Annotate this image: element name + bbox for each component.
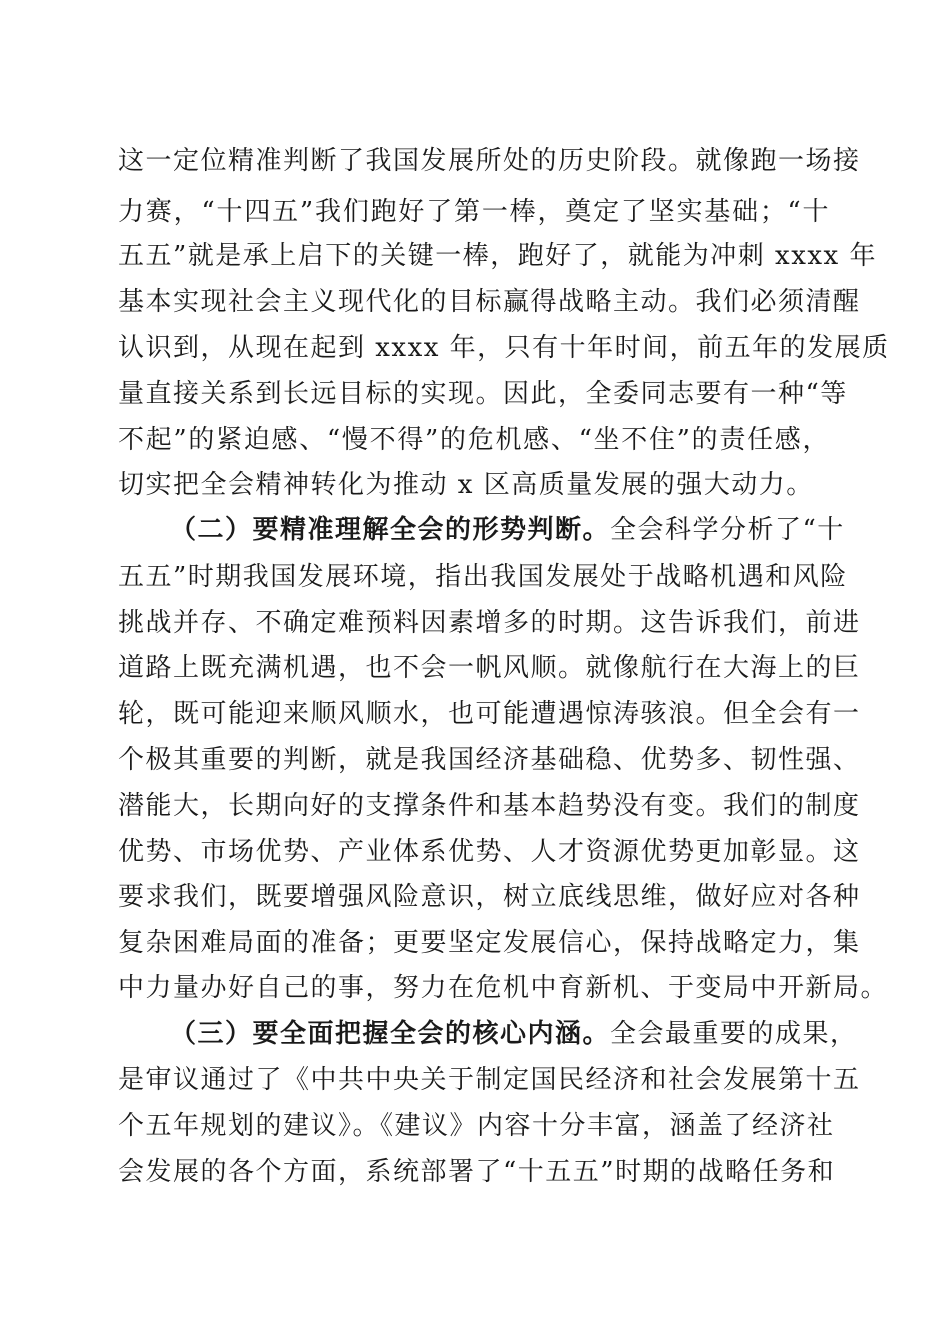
paragraph-line: 个五年规划的建议》。《建议》内容十分丰富，涵盖了经济社 bbox=[118, 1111, 835, 1141]
paragraph-line: 是审议通过了《中共中央关于制定国民经济和社会发展第十五 bbox=[118, 1065, 861, 1095]
paragraph-line: 五五”就是承上启下的关键一棒，跑好了，就能为冲刺 xxxx 年 bbox=[118, 241, 877, 271]
section-first-line-text: 全会科学分析了“十 bbox=[610, 515, 845, 545]
paragraph-line: 这一定位精准判断了我国发展所处的历史阶段。就像跑一场接 bbox=[118, 146, 861, 176]
paragraph-line: 挑战并存、不确定难预料因素增多的时期。这告诉我们，前进 bbox=[118, 608, 861, 638]
paragraph-line: 认识到，从现在起到 xxxx 年，只有十年时间，前五年的发展质 bbox=[118, 333, 890, 363]
paragraph-line: 五五”时期我国发展环境，指出我国发展处于战略机遇和风险 bbox=[118, 562, 848, 592]
paragraph-line: 基本实现社会主义现代化的目标赢得战略主动。我们必须清醒 bbox=[118, 287, 861, 317]
paragraph-line: 中力量办好自己的事，努力在危机中育新机、于变局中开新局。 bbox=[118, 973, 889, 1003]
paragraph-line: 个极其重要的判断，就是我国经济基础稳、优势多、韧性强、 bbox=[118, 745, 861, 775]
paragraph-line: 轮，既可能迎来顺风顺水，也可能遭遇惊涛骇浪。但全会有一 bbox=[118, 699, 861, 729]
section-first-line bbox=[170, 510, 845, 550]
paragraph-line: 切实把全会精神转化为推动 x 区高质量发展的强大动力。 bbox=[118, 470, 814, 500]
paragraph-line: 优势、市场优势、产业体系优势、人才资源优势更加彰显。这 bbox=[118, 837, 861, 867]
section-first-line-text: 全会最重要的成果， bbox=[610, 1019, 858, 1049]
paragraph-line: 复杂困难局面的准备；更要坚定发展信心，保持战略定力，集 bbox=[118, 928, 861, 958]
section-heading: （二）要精准理解全会的形势判断。 bbox=[170, 515, 611, 545]
paragraph-line: 道路上既充满机遇，也不会一帆风顺。就像航行在大海上的巨 bbox=[118, 653, 861, 683]
paragraph-line: 要求我们，既要增强风险意识，树立底线思维，做好应对各种 bbox=[118, 882, 861, 912]
paragraph-line: 力赛，“十四五”我们跑好了第一棒，奠定了坚实基础；“十 bbox=[118, 197, 830, 227]
paragraph-line: 潜能大，长期向好的支撑条件和基本趋势没有变。我们的制度 bbox=[118, 791, 861, 821]
paragraph-line: 量直接关系到长远目标的实现。因此，全委同志要有一种“等 bbox=[118, 379, 848, 409]
paragraph-line: 会发展的各个方面，系统部署了“十五五”时期的战略任务和 bbox=[118, 1157, 836, 1187]
paragraph-line: 不起”的紧迫感、“慢不得”的危机感、“坐不住”的责任感， bbox=[118, 425, 830, 455]
section-heading: （三）要全面把握全会的核心内涵。 bbox=[170, 1019, 611, 1049]
section-first-line bbox=[170, 1014, 858, 1054]
